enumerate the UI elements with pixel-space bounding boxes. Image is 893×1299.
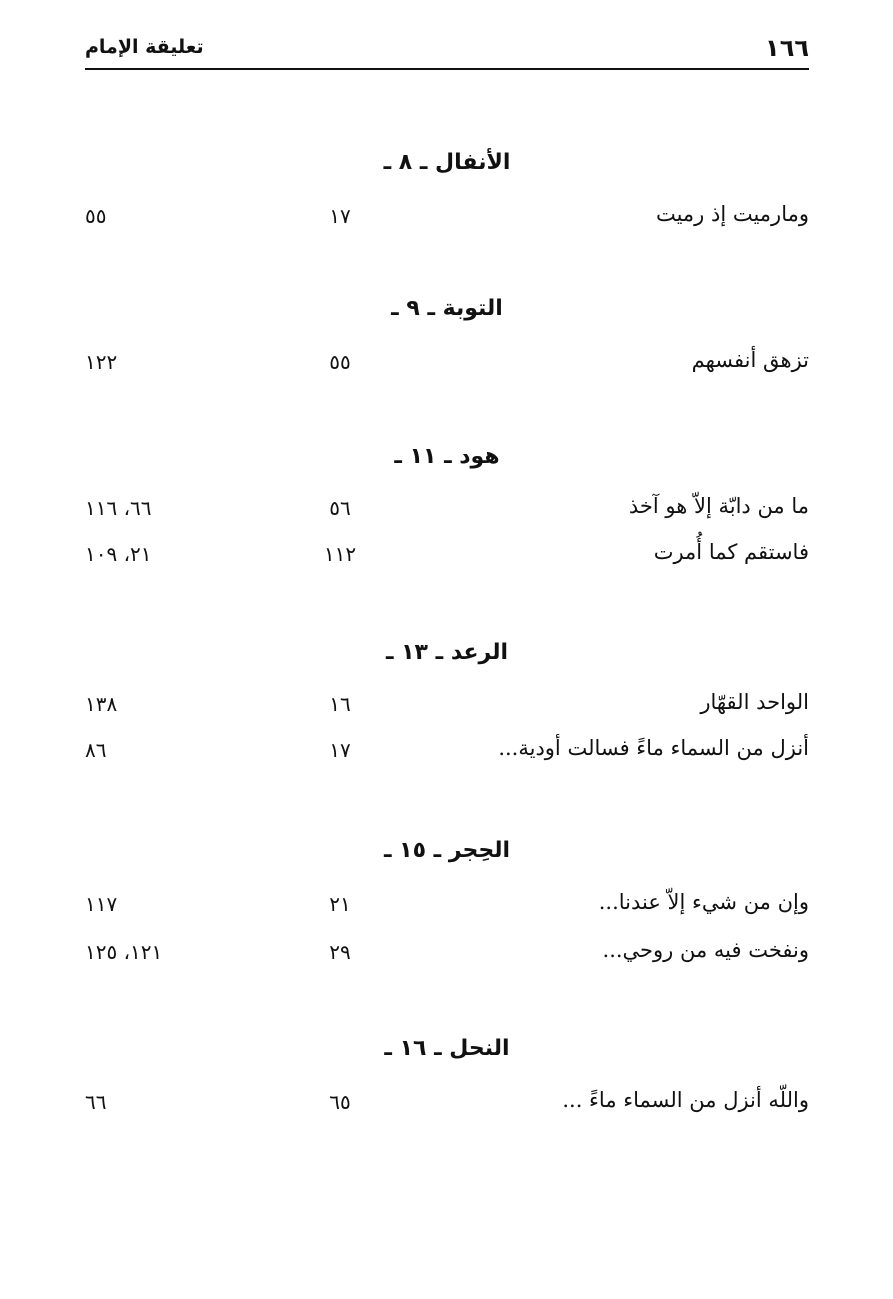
verse-excerpt: فاستقم كما أُمرت	[653, 540, 809, 564]
verse-number: ١٦	[329, 692, 351, 716]
page-references: ٢١، ١٠٩	[85, 542, 152, 566]
verse-number: ٥٦	[329, 496, 351, 520]
verse-number: ٥٥	[329, 350, 351, 374]
page-references: ١١٧	[85, 892, 118, 916]
surah-heading: النحل ـ ١٦ ـ	[384, 1036, 510, 1061]
verse-excerpt: الواحد القهّار	[700, 690, 809, 714]
verse-number: ٢٩	[329, 940, 351, 964]
verse-number: ١١٢	[323, 542, 357, 566]
verse-excerpt: ما من دابّة إلاّ هو آخذ	[628, 494, 809, 518]
page-header	[85, 30, 809, 70]
index-row	[85, 540, 809, 580]
verse-number: ١٧	[329, 738, 351, 762]
page-references: ٥٥	[85, 204, 107, 228]
index-row	[85, 890, 809, 930]
running-title: تعليقة الإمام	[85, 36, 204, 58]
page-references: ١٢٢	[85, 350, 118, 374]
surah-heading: الأنفال ـ ٨ ـ	[383, 150, 511, 175]
surah-heading: الرعد ـ ١٣ ـ	[385, 640, 509, 665]
surah-heading: هود ـ ١١ ـ	[394, 444, 500, 469]
verse-excerpt: وإن من شيء إلاّ عندنا...	[598, 890, 809, 914]
page-number: ١٦٦	[765, 34, 809, 62]
verse-number: ١٧	[329, 204, 351, 228]
verse-excerpt: تزهق أنفسهم	[691, 348, 809, 372]
index-row	[85, 348, 809, 388]
page-references: ٨٦	[85, 738, 107, 762]
index-row	[85, 938, 809, 978]
page-references: ٦٦	[85, 1090, 107, 1114]
page-references: ١٢١، ١٢٥	[85, 940, 163, 964]
verse-number: ٢١	[329, 892, 351, 916]
verse-excerpt: أنزل من السماء ماءً فسالت أودية...	[498, 736, 809, 760]
index-row	[85, 736, 809, 776]
verse-excerpt: ومارميت إذ رميت	[655, 202, 809, 226]
index-row	[85, 690, 809, 730]
verse-excerpt: واللّه أنزل من السماء ماءً ...	[562, 1088, 809, 1112]
surah-heading: التوبة ـ ٩ ـ	[391, 296, 503, 321]
page-references: ٦٦، ١١٦	[85, 496, 152, 520]
page-references: ١٣٨	[85, 692, 118, 716]
index-row	[85, 494, 809, 534]
index-row	[85, 1088, 809, 1128]
index-row	[85, 202, 809, 242]
surah-heading: الحِجر ـ ١٥ ـ	[383, 838, 511, 863]
verse-excerpt: ونفخت فيه من روحي...	[602, 938, 809, 962]
verse-number: ٦٥	[329, 1090, 351, 1114]
